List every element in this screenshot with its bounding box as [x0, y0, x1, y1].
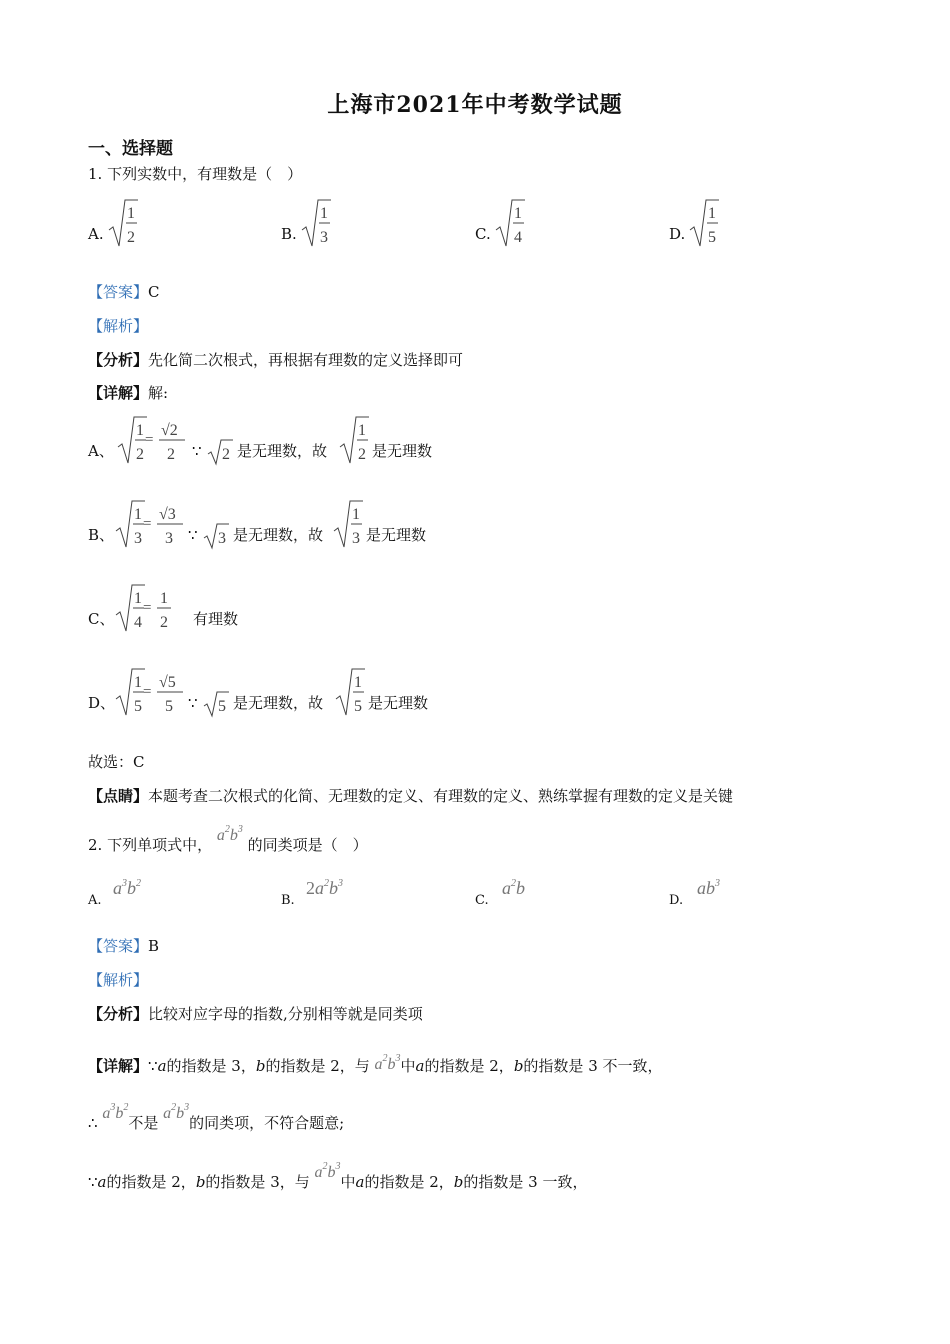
- q1-option-b-label: B.: [281, 225, 297, 243]
- svg-text:1: 1: [134, 674, 142, 691]
- radical-fraction: [339, 415, 371, 467]
- svg-text:3: 3: [165, 530, 173, 547]
- row-text: 是无理数，故: [237, 442, 328, 460]
- fenxi-tag: 【分析】: [88, 351, 149, 369]
- q2-option-a-term: $a^3b^2$: [113, 878, 141, 898]
- svg-text:=: =: [143, 516, 152, 532]
- equals-fraction: [143, 499, 189, 551]
- q2-detail-line-2: ∴ $a^3b^2$不是 $a^2b^3$的同类项，不符合题意;: [88, 1102, 345, 1132]
- q2-answer: [88, 936, 159, 956]
- sqrt: [207, 438, 235, 466]
- q1-option-b-num: 1: [320, 205, 328, 222]
- row-label: A、: [88, 442, 114, 460]
- q1-fenxi: [88, 350, 463, 370]
- row-label: B、: [88, 526, 115, 544]
- q1-option-a-label: A.: [88, 225, 104, 243]
- row-label: D、: [88, 694, 116, 712]
- svg-text:2: 2: [358, 446, 366, 463]
- svg-text:5: 5: [134, 698, 142, 715]
- svg-text:√3: √3: [159, 506, 176, 523]
- q2-option-b-term: $2a^2b^3$: [306, 878, 343, 898]
- q2-stem-prefix: 2. 下列单项式中，: [88, 836, 213, 854]
- q1-option-a-num: 1: [127, 205, 135, 222]
- svg-text:=: =: [145, 432, 154, 448]
- q2-fenxi: [88, 1004, 423, 1024]
- q2-analysis-tag: 【解析】: [88, 971, 149, 989]
- svg-text:5: 5: [218, 698, 226, 715]
- q1-option-a-den: 2: [127, 229, 135, 246]
- q2-option-c-label: C.: [475, 893, 489, 908]
- answer-value: B: [148, 937, 160, 955]
- row-text: 是无理数，故: [233, 526, 324, 544]
- svg-text:1: 1: [352, 506, 360, 523]
- svg-text:1: 1: [160, 590, 168, 607]
- because-symbol: ∵: [188, 526, 198, 544]
- q1-dianjing: [88, 786, 733, 806]
- row-text: 是无理数，故: [233, 694, 324, 712]
- svg-text:4: 4: [134, 614, 142, 631]
- row-text: 有理数: [193, 610, 239, 628]
- svg-text:3: 3: [218, 530, 226, 547]
- equals-fraction: [143, 667, 189, 719]
- q1-option-c-label: C.: [475, 225, 491, 243]
- equals-fraction: [143, 583, 177, 635]
- svg-text:=: =: [143, 684, 152, 700]
- svg-text:5: 5: [354, 698, 362, 715]
- q2-option-d-term: $ab^3$: [697, 878, 720, 898]
- svg-text:1: 1: [134, 506, 142, 523]
- q1-stem: 1. 下列实数中，有理数是（ ）: [88, 165, 303, 183]
- svg-text:1: 1: [358, 422, 366, 439]
- section-heading: 一、选择题: [88, 139, 173, 159]
- q1-option-b-den: 3: [320, 229, 328, 246]
- q2-stem-suffix: 的同类项是（ ）: [247, 836, 368, 854]
- svg-text:2: 2: [167, 446, 175, 463]
- svg-text:√2: √2: [161, 422, 178, 439]
- q2-stem: [88, 824, 368, 856]
- svg-text:1: 1: [354, 674, 362, 691]
- row-label: C、: [88, 610, 115, 628]
- because-symbol: ∵: [192, 442, 202, 460]
- svg-text:√5: √5: [159, 674, 176, 691]
- xiangjie-tag: 【详解】: [88, 1057, 149, 1075]
- svg-text:=: =: [143, 600, 152, 616]
- q2-option-d-label: D.: [669, 893, 684, 908]
- fenxi-tag: 【分析】: [88, 1005, 149, 1023]
- q2-stem-term: $a^2b^3$: [216, 824, 243, 844]
- sqrt: [203, 690, 231, 718]
- answer-value: C: [148, 283, 160, 301]
- q1-option-a-radical: [108, 198, 140, 250]
- q1-answer: [88, 282, 160, 302]
- because-symbol: ∵: [188, 694, 198, 712]
- svg-text:1: 1: [134, 590, 142, 607]
- q1-xiangjie: [88, 383, 168, 403]
- q1-option-c-num: 1: [514, 205, 522, 222]
- q1-option-c-den: 4: [514, 229, 522, 246]
- therefore-symbol: ∴: [88, 1114, 98, 1132]
- radical-fraction: [335, 667, 367, 719]
- q1-choose: 故选：C: [88, 753, 145, 771]
- q2-detail-line-1: 【详解】∵a的指数是 3，b的指数是 2，与 $a^2b^3$中a的指数是 2，b的指数是 3 不一致，: [88, 1053, 663, 1075]
- xiangjie-tag: 【详解】: [88, 384, 149, 402]
- q1-option-d-den: 5: [708, 229, 716, 246]
- q2-option-b-label: B.: [281, 893, 295, 908]
- svg-text:3: 3: [134, 530, 142, 547]
- xiangjie-text: 解:: [148, 384, 169, 402]
- equals-fraction: [145, 415, 191, 467]
- svg-text:5: 5: [165, 698, 173, 715]
- dianjing-tag: 【点睛】: [88, 787, 149, 805]
- sqrt: [203, 522, 231, 550]
- row-text-2: 是无理数: [372, 442, 433, 460]
- q1-option-b-radical: [301, 198, 333, 250]
- row-text-2: 是无理数: [368, 694, 429, 712]
- svg-text:2: 2: [136, 446, 144, 463]
- dianjing-text: 本题考查二次根式的化简、无理数的定义、有理数的定义、熟练掌握有理数的定义是关键: [148, 787, 734, 805]
- svg-text:2: 2: [222, 446, 230, 463]
- svg-text:2: 2: [160, 614, 168, 631]
- because-symbol: ∵: [148, 1057, 158, 1075]
- svg-text:3: 3: [352, 530, 360, 547]
- page-title: 上海市2021年中考数学试题: [327, 92, 623, 118]
- q1-option-d-num: 1: [708, 205, 716, 222]
- answer-tag: 【答案】: [88, 937, 149, 955]
- q2-detail-line-3: ∵a的指数是 2，b的指数是 3，与 $a^2b^3$中a的指数是 2，b的指数是 3 一致，: [88, 1161, 588, 1191]
- fenxi-text: 先化简二次根式，再根据有理数的定义选择即可: [148, 351, 464, 369]
- q1-option-c-radical: [495, 198, 527, 250]
- because-symbol: ∵: [88, 1173, 98, 1191]
- q1-option-d-label: D.: [669, 225, 686, 243]
- row-text-2: 是无理数: [366, 526, 427, 544]
- fenxi-text: 比较对应字母的指数,分别相等就是同类项: [148, 1005, 423, 1023]
- svg-text:1: 1: [136, 422, 144, 439]
- radical-fraction: [333, 499, 365, 551]
- q2-option-a-label: A.: [88, 893, 102, 908]
- q1-analysis-tag: 【解析】: [88, 317, 149, 335]
- q1-option-d-radical: [689, 198, 721, 250]
- q2-option-c-term: $a^2b$: [502, 878, 525, 898]
- answer-tag: 【答案】: [88, 283, 149, 301]
